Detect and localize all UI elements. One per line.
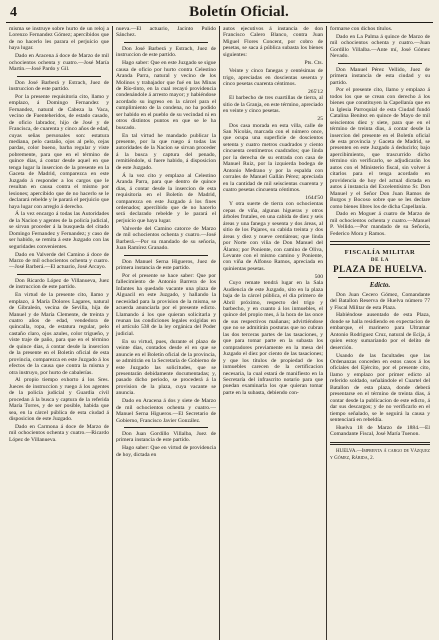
paragraph: formarse con dichos títulos.	[330, 26, 393, 32]
column-3	[220, 26, 327, 640]
paragraph: Don José Barberá y Estrach, Juez de instruccion de este partido.	[9, 79, 109, 93]
paragraph: El barbecho de tres cuartillas de tierra, al sitio de la Granja, en este término, apreciado en veinte y cinco pesetas.	[223, 95, 323, 115]
paragraph: Cuyo remate tendrá lugar en la Sala Audiencia de este Juzgado, sito en la plaza baja de la cárcel pública, el dia primero de Abril próximo, respecto del trigo y barbecho, y en cuanto á los inmuebles, el quince del propio mes, á la hora de las once de sus respectivos mañanas; advirtiéndose que no se admitirán posturas que no cubran las dos terceras partes de las tasaciones, y que para tomar parte en la subasta los compradores previamente en la mesa del Juzgado el diez por ciento de las tasaciones; y que los títulos de propiedad de los inmuebles carecen de la certificacion necesaria, la cual estará de manifiesto en la Secretaría del infrascrito notario para que puedan examinarla los que quieran tomar parte en la subasta, debiendo con-	[223, 280, 323, 396]
section-heading: FISCALÍA MILITAR	[344, 248, 416, 256]
imprint: HUELVA.—Imprenta á cargo de Vázquez y Gómez, Rábida, 2.	[330, 449, 430, 461]
paragraph: Á la vez cito y emplazo al Celestino Aranda Parra, para que dentro de quince dias, á contar desde la insercion de esta requisitoria en el Boletín de Madrid, comparezca en este Juzgado á los fines ordenados; apercibido que de no hacerlo será declarado rebelde y le parará el perjuicio que haya lugar.	[116, 172, 216, 224]
paragraph: misma se instruye sobre hurto de un reloj a Lorenzo Fernandez Gómez; apercibidos que de no hacerlo les parara el perjuicio que haya lugar.	[9, 26, 109, 52]
paragraph: Y otra suerte de tierra con ochocientas cepas de viña, algunas higueras y otros árboles frutales, en una cabida de diez y seis áreas y una fanega y sesenta y dos áreas, al sitio de los Pajares, su cabida treinta y dos áreas y diez y nueve centiáreas; que linda por Norte con viña de Don Manuel del Álamo; por Poniente, con camino de Oliva, Levante con el mismo camino y Poniente, con viña de Alfonso Ramos, apreciada en quinientas pesetas.	[223, 201, 323, 272]
price-column-header: Pts. Cts.	[304, 59, 323, 66]
paragraph: Don Juan Gordillo Villalba, Juez de primera instancia de este partido.	[116, 431, 216, 444]
paragraph: En su virtud, pues, durante el plazo de veinte dias, contados desde el en que se anuncie en el Boletín oficial de la provincia, se admitirán en la Secretaría de Gobierno de este Juzgado las solicitudes, que se presentarán debidamente documentadas; y, pasado dicho periodo, se procederá á la provision de la plaza, cuya vacante se anuncia.	[116, 338, 216, 397]
column-4	[327, 26, 433, 640]
paragraph: En tal virtud he mandado publicar la presente, por la que ruego á todas las autoridades de la Nacion se sirvan proceder á la busca y captura del penado, remitiéndole, si fuere habido, á disposicion de este Juzgado.	[116, 132, 216, 171]
paragraph: nueva.—El actuario, Jacinto Pulido Sánchez.	[116, 26, 216, 39]
paragraph: Don Juan Cecero Gómez, Comandante del Batallon Reserva de Huelva número 77 y Fiscal Militar de esta Plaza.	[330, 291, 430, 311]
paragraph: Por el presente cito, llamo y emplazo á todos los que se crean con derecho á los bienes que constituyen la Capellanía que en la Iglesia Parroquial de esta Ciudad fundó Catalina Benitez en quince de Mayo de mil seiscientos diez y siete, para que en el término de treinta dias, á contar desde la insercion del presente en el Boletín oficial de esta provincia y Gaceta de Madrid, se presenten en este Juzgado á deducirlo; bajo apercibimiento, que trascurrido dicho término sin verificarlo, se adjudicarán los autos con el Ministerio fiscal, sin volver á citarlos para el tenga acordado en providencia de hoy del actual dictada en autos á instancia del Excelentísimo Sr. Don Manuel y el Señor Don Juan Ramos de Burgos y Bocoso sobre que se les declare como bienes libres los de dicha Capellanía.	[330, 87, 430, 210]
paragraph: Don Ricardo López de Villanueva, Juez de instruccion de este partido.	[9, 277, 109, 291]
publication-title: Boletín Oficial.	[189, 4, 289, 20]
double-rule	[330, 241, 430, 245]
paragraph: Veinte y cinco fanegas y centésimas de trigo, apreciadas en doscientas sesenta y cinco pesetas cuarenta céntimos.	[223, 68, 323, 88]
divider	[124, 42, 208, 43]
column-2	[113, 26, 220, 640]
paragraph: En virtud de la presente cito, llamo y emplazo, á María Dolores Lagares, natural de Gibraleón, vecina de Sevilla, hija de Manuel y de María Clemente, de treinta y cuatro años de edad, vendedora de quincalla, ropa, de estatura regular, pelo castaño claro, ojos azules, color trigueño, y viste traje de paño, para que en el término de quince dias, á contar desde la insercion de la presente en el Boletín oficial de esta provincia, comparezca en este Juzgado á los efectos de la causa que contra la misma y otra instruyo, por hurto de cabalerías.	[9, 292, 109, 376]
page-number: 4	[10, 5, 17, 20]
text-columns	[6, 26, 433, 640]
paragraph: Dado en Aracena á dos y siete de Marzo de mil ochocientos ochenta y cuatro.—Manuel Serna Higueros.—El Secretario de Gobierno, Francisco Javier González.	[116, 398, 216, 424]
paragraph: Valverde del Camino catorce de Marzo de mil ochocientos ochenta y cuatro.—José Barberá.—Por su mandado de su señoría, Juan Ramírez Granado.	[116, 225, 216, 252]
paragraph: Usando de las facultades que las Ordenanzas conceden en estos casos á los oficiales del Ejército, por el presente cito, llamo y emplazo por primer edicto al referido soldado, señalándole el Cuartel del Batallon de esta plaza, donde deberá presentarse en el término de treinta dias, á contar desde la publicacion de este edicto, á dar sus descargos; y de no verificarlo en el tiempo señalado, se le seguirá la causa y sentenciará en rebeldía.	[330, 352, 430, 424]
price-amount: 1644'50	[305, 194, 323, 201]
double-rule	[330, 442, 430, 446]
price-amount: 265'12	[308, 88, 323, 95]
price-amount: 25	[317, 116, 323, 123]
section-heading-main: PLAZA DE HUELVA.	[333, 263, 427, 274]
paragraph: Al propio tiempo exhorto á los Sres. Jueces de instruccion y ruego á los agentes de la policía judicial y Guardia civil procedan á la busca y captura de la referida María Torres, y de ser posible, habida que sea, en la cárcel pública de esta ciudad á disposicion de este Juzgado.	[9, 377, 109, 423]
paragraph: Hago saber: Que en este Juzgado se sigue causa de oficio por hurto contra Celestino Aranda Parra, natural y vecino de los Molinos y trabajador que fué en las Minas de Río-tinto, en la cual recayó providencia condenándole á arresto mayor; y habiéndose acordado su ingreso en la cárcel para el cumplimiento de la condena, no ha podido ser habido en el pueblo de su vecindad ni en otros distintos puntos en que se le ha buscado.	[116, 60, 216, 131]
section-heading-connector: DE LA	[370, 257, 390, 263]
divider	[124, 427, 208, 428]
paragraph: Dado en Carmona á doce de Marzo de mil ochocientos ochenta y cuatro.—Ricardo López de Villanueva.	[9, 424, 109, 443]
column-1	[6, 26, 113, 640]
paragraph: Dado en Valverde del Camino á doce de Marzo de mil ochocientos ochenta y cuatro.—José Barberá.—El actuario, José Arcayo.	[9, 251, 109, 271]
paragraph: autos ejecutivos á instancia de don Francisco Calero Blanco, contra Juan Miguel Flores Concent, por cobro de pesetas, se saca á pública subasta los bienes siguientes:	[223, 26, 323, 58]
price-amount: 500	[314, 273, 323, 280]
edict-heading: Edicto.	[369, 280, 391, 289]
paragraph: Hago saber: Que en virtud de providencia de hoy, dictada en	[116, 445, 216, 458]
page-header	[6, 0, 433, 23]
paragraph: Huelva 18 de Marzo de 1884.—El Comandante Fiscal, José María Tuenon.	[330, 424, 430, 438]
divider	[338, 277, 422, 278]
divider	[338, 63, 422, 64]
paragraph: Dado en Aracena á doce de Marzo de mil ochocientos ochenta y cuatro.—José María Martin.—José Pardo y Gil.	[9, 53, 109, 73]
paragraph: Don Manuel Serna Higueros, Juez de primera instancia de este partido.	[116, 258, 216, 271]
paragraph: Dos casa morada en esta villa, calle de San Nicolás, marcada con el número once, que ocupa una superficie de doscientos setenta y cuatro metros cuadrados y ciento cincuenta centímetros cuadrados; que linda por la derecha de su entrada con casa de Manuel Ruiz, por la izquierda bodega de Antonio Medrano y por la espalda con corrales de Manuel Gallán Pérez; apreciada en la cantidad de mil seiscientas cuarenta y cuatro pesetas cincuenta céntimos.	[223, 122, 323, 194]
paragraph: Habiéndose ausentado de esta Plaza, donde se halla residiendo en expectacion de embarque, el marinero para Ultramar Antonio Rodriguez Cruz, natural de Ecija, á quien estoy sumariando por el delito de deserción.	[330, 312, 430, 351]
paragraph: Dado en Moguer á cuatro de Marzo de mil ochocientos ochenta y cuatro.—Manuel P. Vellido.—Por mandado de su Señoría, Federico Mora y Ramos.	[330, 211, 430, 237]
divider	[124, 255, 208, 256]
paragraph: Por la presente requisitoria cito, llamo y emplazo, á Domingo Fernandez y Fernandez, natural de Cabeza la Vaca, vecino de Fuenteheridos, de estado casado, de oficio labrador, hijo de José y de Francisca, de cuarenta y cinco años de edad, cuyas señas personales son: estatura mediana, pelo castaño, ojos al pelo, cejas pardas, color bueno, barba regular y viste pobremente, para que en el término de quince dias, á contar desde aquel en que tenga lugar la insercion de la presente en la Gaceta de Madrid, comparezca en este Juzgado á responder a los cargos que le resultan en causa contra el mismo por lesiones; apercibido que de no hacerlo se le declarará rebelde y le parará el perjuicio que haya lugar con arreglo á derecho.	[9, 93, 109, 210]
paragraph: Don Manuel Pérez Vellido, Juez de primera instancia de esta ciudad y su partido.	[330, 66, 430, 86]
divider	[17, 76, 101, 77]
paragraph: Á la vez encargo á todas las Autoridades de la Nacion y agentes de la policía judicial, se sirvan proceder á la busqueda del citado Domingo Fernandez y Fernandez; y caso de ser habido, se remita á este Juzgado con las seguridades convenientes.	[9, 211, 109, 250]
paragraph: Don José Barberá y Estrach, Juez de instruccion de este partido.	[116, 45, 216, 59]
paragraph: Dado en La Palma á quince de Marzo de mil ochocientos ochenta y cuatro.—Juan Gordillo Villalba.—Ante mí, José Gómez Nevado.	[330, 33, 430, 60]
paragraph: Por el presente se hace saber: Que por fallecimiento de Antonio Barrera de los Infantes ha quedado vacante una plaza de Alguacil en este Juzgado, y hallando la necesidad para la provision de la misma, se acuerda anunciarla por el presente edicto. Llamando á los que quieran solicitarla y reunan las condiciones legales exigidas en el artículo 538 de la ley orgánica del Poder judicial.	[116, 272, 216, 337]
divider	[17, 274, 101, 275]
